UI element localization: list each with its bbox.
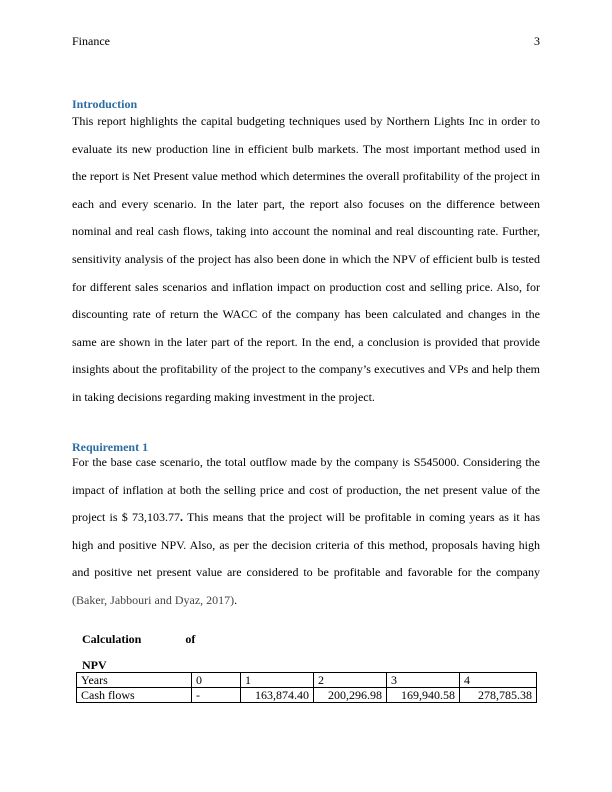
table-cell: 3	[387, 673, 460, 688]
requirement1-end: .	[234, 592, 238, 607]
introduction-paragraph: This report highlights the capital budgeting techniques used by Northern Lights Inc in order to evaluate its new production line in efficient bulb markets. The most important method used in the report is Net Present value method which determines the overall profitability of the project in each and every scenario. In the later part, the report also focuses on the difference between nominal and real cash flows, taking into account the nominal and real discounting rate. Further, sensitivity analysis of the project has also been done in which the NPV of efficient bulb is tested for different sales scenarios and inflation impact on production cost and selling price. Also, for discounting rate of return the WACC of the company has been calculated and changes in the same are shown in the later part of the report. In the end, a conclusion is provided that provide insights about the profitability of the project to the company’s executives and VPs and help them in taking decisions regarding making investment in the project.	[72, 114, 540, 404]
table-cell: 278,785.38	[460, 688, 537, 703]
table-row-cash-flows	[77, 688, 537, 703]
requirement1-bold-period: .	[180, 510, 184, 525]
requirement1-paragraph	[72, 449, 540, 615]
table-cell: 200,296.98	[314, 688, 387, 703]
table-cell: 2	[314, 673, 387, 688]
table-cell: -	[192, 688, 241, 703]
requirement1-section	[72, 440, 540, 615]
requirement1-heading: Requirement 1	[72, 440, 149, 454]
running-header-title: Finance	[72, 34, 110, 48]
requirement1-text-after: This means that the project will be profitable in coming years as it has high and positive NPV. Also, as per the decision criteria of this method, proposals having high and positive net present value are considered to be profitable and favorable for the company	[72, 510, 540, 580]
introduction-heading: Introduction	[72, 97, 138, 111]
requirement1-text-before: For the base case scenario, the total outflow made by the company is S545000. Considering the impact of inflation at both the selling price and cost of production, the net present value of the project is $ 73,103.77	[72, 455, 540, 525]
introduction-section	[72, 97, 540, 412]
calculation-caption-line2: NPV	[82, 658, 107, 672]
table-row-years	[77, 673, 537, 688]
calculation-caption-word2: of	[185, 632, 196, 646]
calculation-caption-word1: Calculation	[82, 632, 142, 646]
requirement1-citation: (Baker, Jabbouri and Dyaz, 2017)	[72, 592, 235, 607]
page-number: 3	[534, 34, 540, 48]
table-cell: 169,940.58	[387, 688, 460, 703]
table-cell-label: Years	[77, 673, 192, 688]
npv-table	[76, 672, 537, 703]
calculation-caption-line1	[82, 632, 195, 646]
table-cell: 163,874.40	[241, 688, 314, 703]
table-cell-label: Cash flows	[77, 688, 192, 703]
table-cell: 0	[192, 673, 241, 688]
table-cell: 4	[460, 673, 537, 688]
table-cell: 1	[241, 673, 314, 688]
